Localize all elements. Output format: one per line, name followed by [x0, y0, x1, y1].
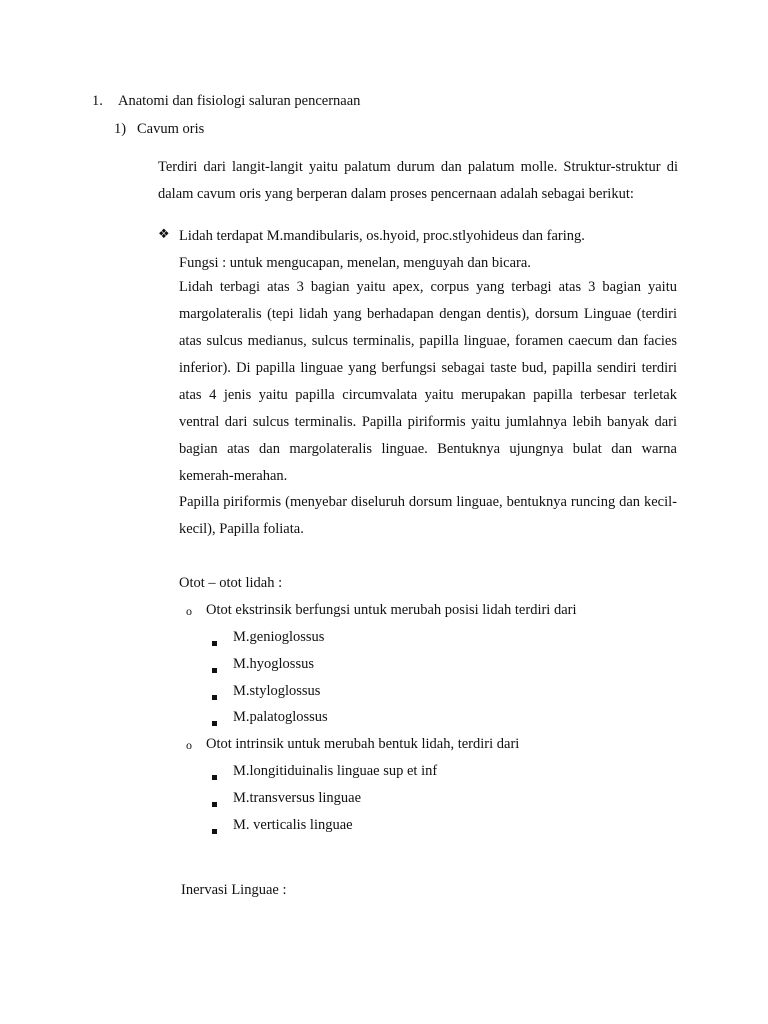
lidah-paragraph-2: Papilla piriformis (menyebar diseluruh dorsum linguae, bentuknya runcing dan kecil-kecil), Papilla foliata.: [179, 494, 677, 537]
list-item: M.styloglossus: [233, 683, 321, 699]
circle-bullet-icon: o: [186, 604, 192, 618]
square-bullet-icon: [212, 795, 217, 812]
square-bullet-icon: [212, 634, 217, 651]
lidah-first-line: Lidah terdapat M.mandibularis, os.hyoid, proc.stlyohideus dan faring.: [179, 228, 585, 244]
otot-group-label: Otot intrinsik untuk merubah bentuk lidah, terdiri dari: [206, 736, 520, 752]
circle-bullet-icon: o: [186, 738, 192, 752]
subheading-number: 1): [114, 121, 127, 137]
diamond-bullet-icon: ❖: [158, 227, 170, 242]
square-bullet-icon: [212, 768, 217, 785]
list-item: M.transversus linguae: [233, 790, 362, 806]
square-bullet-icon: [212, 688, 217, 705]
list-item: M. verticalis linguae: [233, 817, 353, 833]
lidah-paragraph-1: Lidah terbagi atas 3 bagian yaitu apex, corpus yang terbagi atas 3 bagian yaitu margolateralis (tepi lidah yang berhadapan dengan dentis), dorsum Linguae (terdiri atas sulcus medianus, sulcus terminalis, papilla linguae, foramen caecum dan facies inferior). Di papilla linguae yang berfungsi sebagai taste bud, papilla sendiri terdiri atas 4 jenis yaitu papilla circumvalata yaitu merupakan papilla terbesar terletak ventral dari sulcus terminalis. Papilla piriformis yaitu jumlahnya lebih banyak dari bagian atas dan margolateralis linguae. Bentuknya ujungnya bulat dan warna kemerah-merahan.: [179, 279, 677, 484]
intro-paragraph: Terdiri dari langit-langit yaitu palatum durum dan palatum molle. Struktur-struktur di dalam cavum oris yang berperan dalam proses pencernaan adalah sebagai berikut:: [158, 159, 678, 202]
heading-number: 1.: [92, 93, 103, 109]
otot-title: Otot – otot lidah :: [179, 575, 283, 591]
list-item: M.hyoglossus: [233, 656, 314, 672]
square-bullet-icon: [212, 714, 217, 731]
inervasi-title: Inervasi Linguae :: [181, 882, 287, 898]
list-item: M.longitiduinalis linguae sup et inf: [233, 763, 438, 779]
list-item: M.genioglossus: [233, 629, 325, 645]
lidah-fungsi: Fungsi : untuk mengucapan, menelan, menguyah dan bicara.: [179, 255, 531, 271]
square-bullet-icon: [212, 822, 217, 839]
otot-group-label: Otot ekstrinsik berfungsi untuk merubah posisi lidah terdiri dari: [206, 602, 577, 618]
list-item: M.palatoglossus: [233, 709, 328, 725]
square-bullet-icon: [212, 661, 217, 678]
heading-title: Anatomi dan fisiologi saluran pencernaan: [118, 93, 361, 109]
subheading-title: Cavum oris: [137, 121, 205, 137]
